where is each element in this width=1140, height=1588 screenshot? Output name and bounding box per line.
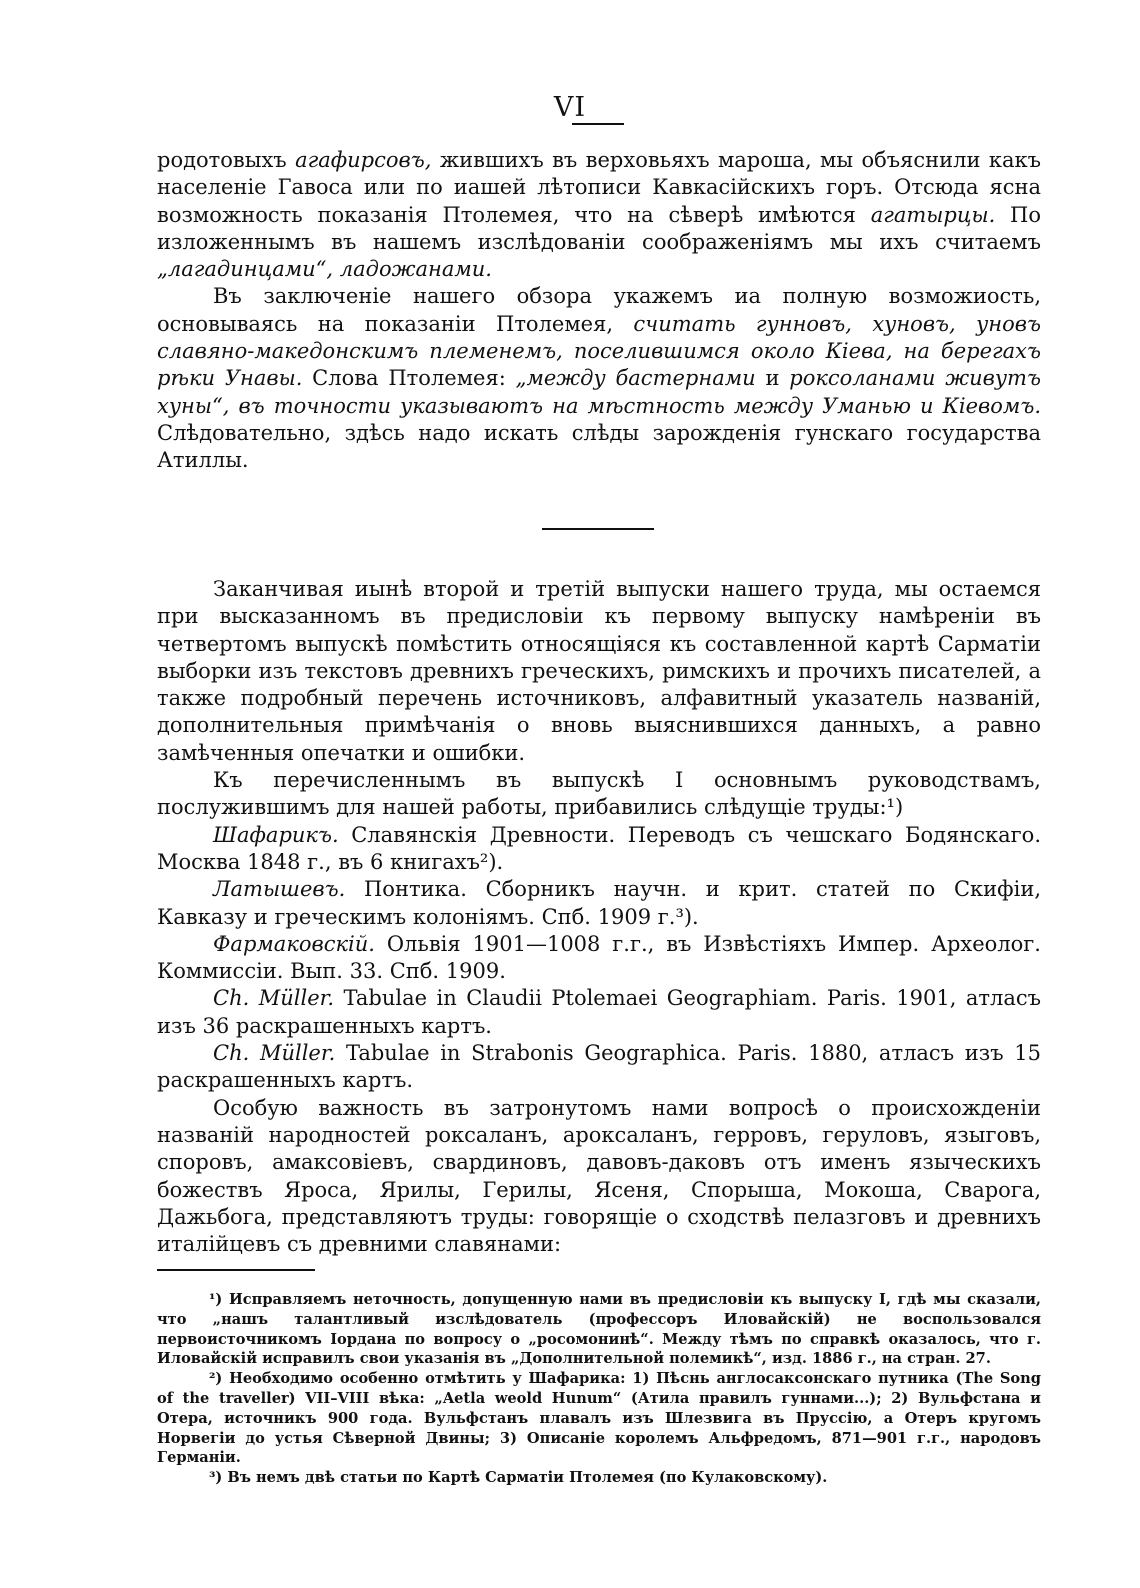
page-number: VI <box>553 92 587 123</box>
section-separator <box>542 528 654 530</box>
footnote-1: ¹) Исправляемъ неточность, допущенную нами въ предисловіи къ выпуску I, гдѣ мы сказали, что „нашъ талантливый изслѣдователь (профессоръ Иловайскій) не воспользовался первоисточникомъ Іордана по вопросу о „росомонинѣ“. Между тѣмъ по справкѣ оказалось, что г. Иловайскій исправилъ свои указанія въ „Дополнительной полемикѣ“, изд. 1886 г., на стран. 27. <box>157 1291 1041 1368</box>
reference-author: Фармаковскій. <box>213 931 375 956</box>
reference-author: Шафарикъ. <box>213 822 339 847</box>
italic-run: роксоланами живутъ хуны“, въ точности указываютъ на мѣстность между Уманью и Кіевомъ. <box>157 366 1041 418</box>
text-run: Въ заключеніе нашего обзора укажемъ иа полную возможиость, основываясь на показаніи Птолемея, <box>157 284 1041 336</box>
reference-author: Латышевъ. <box>213 877 346 902</box>
reference-2 <box>157 876 1041 931</box>
section-2 <box>157 576 1041 1258</box>
reference-text: Понтика. Сборникъ научн. и крит. статей по Скифіи, Кавказу и греческимъ колоніямъ. Спб. 1909 г.³). <box>157 877 1041 929</box>
italic-run: считать гунновъ, хуновъ, уновъ славяно-македонскимъ племенемъ, поселившимся около Кіева, на берегахъ рѣки Унавы. <box>157 311 1041 391</box>
paragraph-5: Особую важность въ затронутомъ нами вопросѣ о происхожденіи названій народностей роксаланъ, ароксаланъ, герровъ, геруловъ, языговъ, споровъ, амаксовіевъ, свардиновъ, давовъ-даковъ отъ именъ языческихъ божествъ Яроса, Ярилы, Герилы, Ясеня, Спорыша, Мокоша, Сварога, Дажьбога, представляютъ труды: говорящіе о сходствѣ пелазговъ и древнихъ италійцевъ съ древними славянами: <box>157 1095 1041 1257</box>
reference-text: Tabulae in Claudii Ptolemaei Geographiam. Paris. 1901, атласъ изъ 36 раскрашенныхъ картъ. <box>157 986 1041 1038</box>
reference-3 <box>157 931 1041 986</box>
reference-author: Ch. Müller. <box>213 1041 336 1066</box>
footnote-separator <box>157 1269 315 1271</box>
text-run: По изложеннымъ въ нашемъ изслѣдованіи соображеніямъ мы ихъ считаемъ <box>157 202 1041 254</box>
text-run: Слова Птолемея: <box>302 366 516 391</box>
footnote-3: ³) Въ немъ двѣ статьи по Картѣ Сарматіи Птолемея (по Кулаковскому). <box>209 1469 828 1487</box>
text-run: родотовыхъ <box>157 148 296 172</box>
text-run: и <box>755 366 790 391</box>
reference-text: Tabulae in Strabonis Geographica. Paris. 1880, атласъ изъ 15 раскрашенныхъ картъ. <box>157 1041 1041 1093</box>
footnotes <box>157 1290 1041 1488</box>
italic-run: агатырцы. <box>870 202 996 227</box>
italic-run: агафирсовъ, <box>295 148 432 172</box>
text-run: Слѣдовательно, здѣсь надо искать слѣды зарожденія гунскаго государства Атиллы. <box>157 420 1041 473</box>
reference-author: Ch. Müller. <box>213 986 335 1011</box>
reference-4 <box>157 985 1041 1040</box>
section-1 <box>157 147 1041 475</box>
reference-text: Ольвія 1901—1008 г.г., въ Извѣстіяхъ Импер. Археолог. Коммиссіи. Вып. 33. Спб. 1909. <box>157 931 1041 984</box>
paragraph-2 <box>157 283 1041 474</box>
reference-5 <box>157 1040 1041 1095</box>
footnote-2: ²) Необходимо особенно отмѣтить у Шафарика: 1) Пѣснь англосаксонскаго путника (The Song of the traveller) VII–VIII вѣка: „Aetla weold Hunum“ (Атила правилъ гуннами...); 2) Вульфстана и Отера, источникъ 900 года. Вульфстанъ плавалъ изъ Шлезвига въ Пруссію, а Отеръ кругомъ Норвегіи до устья Сѣверной Двины; 3) Описаніе королемъ Альфредомъ, 871—901 г.г., народовъ Германіи. <box>157 1370 1041 1467</box>
reference-1 <box>157 822 1041 877</box>
paragraph-3: Заканчивая иынѣ второй и третій выпуски нашего труда, мы остаемся при высказанномъ въ предисловіи къ первому выпуску намѣреніи въ четвертомъ выпускѣ помѣстить относящіяся къ составленной картѣ Сарматіи выборки изъ текстовъ древнихъ греческихъ, римскихъ и прочихъ писателей, а также подробный перечень источниковъ, алфавитный указатель названій, дополнительныя примѣчанія о вновь выяснившихся данныхъ, а равно замѣченныя опечатки и ошибки. <box>157 577 1041 765</box>
reference-text: Славянскія Древности. Переводъ съ чешскаго Бодянскаго. Москва 1848 г., въ 6 книгахъ²). <box>157 822 1041 874</box>
paragraph-4: Къ перечисленнымъ въ выпускѣ I основнымъ руководствамъ, послужившимъ для нашей работы, прибавились слѣдущіе труды:¹) <box>157 768 1041 820</box>
paragraph-1 <box>157 147 1041 283</box>
italic-run: „между бастернами <box>515 366 756 391</box>
page-number-underline <box>572 123 624 125</box>
italic-run: „лагадинцами“, ладожанами. <box>157 257 492 282</box>
text-run: жившихъ въ верховьяхъ мароша, мы объяснили какъ населеніе Гавоса или по иашей лѣтописи Кавкасійскихъ горъ. Отсюда ясна возможность показанія Птолемея, что на сѣверѣ имѣются <box>157 148 1041 227</box>
